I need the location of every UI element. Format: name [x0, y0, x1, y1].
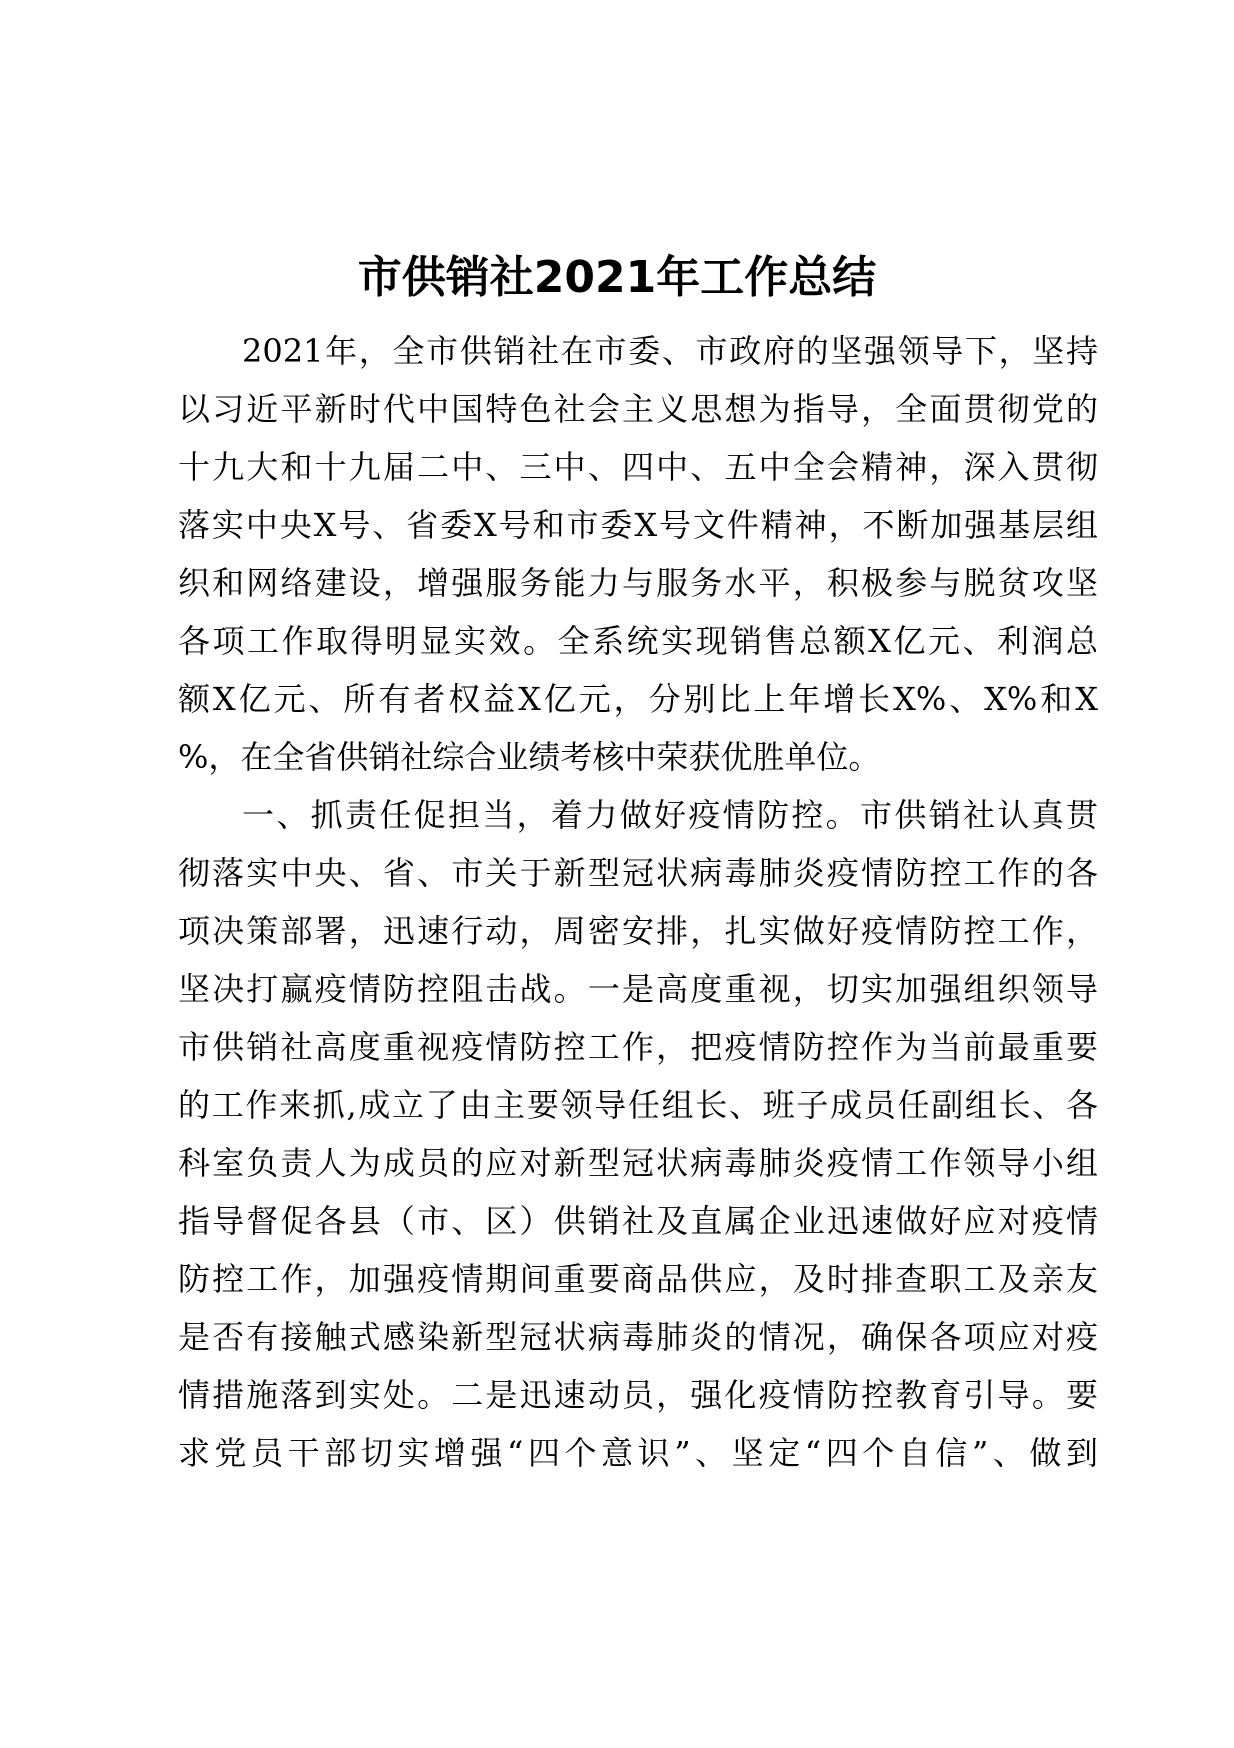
- text-line: 防控工作，加强疫情期间重要商品供应，及时排查职工及亲友: [178, 1260, 1098, 1298]
- paragraph-intro: [178, 322, 1098, 786]
- text-line: 各项工作取得明显实效。全系统实现销售总额X亿元、利润总: [178, 622, 1098, 660]
- text-line: 坚决打赢疫情防控阻击战。一是高度重视，切实加强组织领导: [178, 970, 1098, 1008]
- text-line: %，在全省供销社综合业绩考核中荣获优胜单位。: [178, 738, 881, 776]
- text-line: 额X亿元、所有者权益X亿元，分别比上年增长X%、X%和X: [178, 680, 1098, 718]
- text-line: 市供销社高度重视疫情防控工作，把疫情防控作为当前最重要: [178, 1028, 1098, 1066]
- text-line: 项决策部署，迅速行动，周密安排，扎实做好疫情防控工作，: [178, 912, 1098, 950]
- text-line: 以习近平新时代中国特色社会主义思想为指导，全面贯彻党的: [178, 390, 1098, 428]
- text-line: 情措施落到实处。二是迅速动员，强化疫情防控教育引导。要: [178, 1376, 1098, 1414]
- text-line: 彻落实中央、省、市关于新型冠状病毒肺炎疫情防控工作的各: [178, 854, 1098, 892]
- text-line: 2021年，全市供销社在市委、市政府的坚强领导下，坚持: [242, 332, 1098, 370]
- text-line: 织和网络建设，增强服务能力与服务水平，积极参与脱贫攻坚: [178, 564, 1098, 602]
- document-title: 市供销社2021年工作总结: [357, 252, 877, 303]
- text-line: 落实中央X号、省委X号和市委X号文件精神，不断加强基层组: [178, 506, 1098, 544]
- text-line: 十九大和十九届二中、三中、四中、五中全会精神，深入贯彻: [178, 448, 1098, 486]
- paragraph-section-one: [178, 786, 1098, 1482]
- text-line: 指导督促各县（市、区）供销社及直属企业迅速做好应对疫情: [178, 1202, 1098, 1240]
- text-line: 求党员干部切实增强“四个意识”、坚定“四个自信”、做到: [178, 1434, 1098, 1472]
- text-line: 的工作来抓,成立了由主要领导任组长、班子成员任副组长、各: [178, 1086, 1098, 1124]
- text-line: 是否有接触式感染新型冠状病毒肺炎的情况，确保各项应对疫: [178, 1318, 1098, 1356]
- text-line: 一、抓责任促担当，着力做好疫情防控。市供销社认真贯: [242, 796, 1098, 834]
- text-line: 科室负责人为成员的应对新型冠状病毒肺炎疫情工作领导小组: [178, 1144, 1098, 1182]
